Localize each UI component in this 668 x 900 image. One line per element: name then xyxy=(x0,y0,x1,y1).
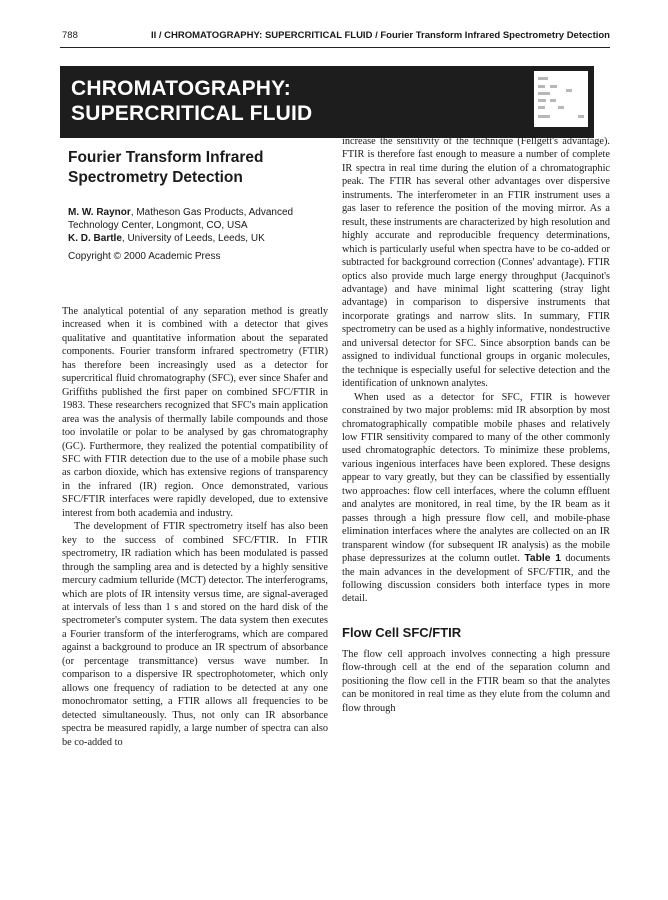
banner-title-line2: SUPERCRITICAL FLUID xyxy=(71,102,313,125)
author-list xyxy=(68,206,330,245)
paragraph xyxy=(342,391,610,606)
copyright-line: Copyright © 2000 Academic Press xyxy=(68,251,221,262)
paragraph-text: When used as a detector for SFC, FTIR is however constrained by two major problems: mid IR absorption by most chromatographically compatible mobile phases and relatively low FTIR sensitivity compared to many of the other commonly used chromatographic detectors. To minimize these problems, various ingenious interfaces have been explored. These designs appear to vary greatly, but they can be classified by essentially two approaches: flow cell interfaces, where the column effluent and analytes are monitored, in real time, by the IR beam as it passes through a high pressure flow cell, and mobile-phase elimination interfaces where the analytes are collected on an IR transparent window (for subsequent IR analysis) as the mobile phase depressurizes at the column outlet. xyxy=(342,391,610,565)
author-2-name: K. D. Bartle xyxy=(68,233,122,244)
running-head xyxy=(62,30,610,44)
table-reference: Table 1 xyxy=(524,553,561,565)
author-1-affiliation-b: Technology Center, Longmont, CO, USA xyxy=(68,220,248,231)
running-head-text: II / CHROMATOGRAPHY: SUPERCRITICAL FLUID / Fourier Transform Infrared Spectrometry Detection xyxy=(150,30,610,41)
banner-title-line1: CHROMATOGRAPHY: xyxy=(71,77,291,100)
page-number: 788 xyxy=(62,30,78,41)
paragraph: The development of FTIR spectrometry itself has also been key to the success of combined SFC/FTIR. In FTIR spectrometry, IR radiation which has been modulated is passed through the sampling area and is detected by a highly sensitive mercury cadmium telluride (MCT) detector. The interferograms, which are plots of IR intensity versus time, are signal-averaged at intervals of less than 1 s and stored on the hard disk of the spectrometer's computer system. The data system then executes a Fourier transform of the interferograms, which are compared against a background to produce an IR spectrum of absorbance (or percentage transmittance) versus wave number. In comparison to a dispersive IR spectrophotometer, which only allows one frequency of radiation to be detected at any one monochromator setting, a FTIR allows all frequencies to be detected simultaneously. Thus, not only can IR absorbance spectra be measured rapidly, a large number of spectra can also be co-added to xyxy=(62,521,328,748)
header-rule xyxy=(60,47,610,48)
author-2 xyxy=(68,232,330,245)
author-1 xyxy=(68,206,330,219)
author-1-affiliation-a: , Matheson Gas Products, Advanced xyxy=(130,207,294,218)
paragraph: The flow cell approach involves connecting a high pressure flow-through cell at the end of the separation column and positioning the flow cell in the FTIR beam so that the analytes can be monitored in real time as they elute from the column and flow through xyxy=(342,648,610,714)
article-title xyxy=(68,148,323,188)
paragraph: The analytical potential of any separation method is greatly increased when it is combined with a detector that gives qualitative and quantitative information about the separated components. Fourier transform infrared spectrometry (FTIR) has therefore been increasingly used as a detector for supercritical fluid chromatography (SFC), ever since Shafer and Griffiths published the first paper on combined SFC/FTIR in 1983. These researchers recognized that SFC's main application area was the analysis of thermally labile compounds and those too involatile or polar to be analysed by gas chromatography (GC). Furthermore, they realized the potential compatibility of SFC with FTIR detection due to the use of a mobile phase such as carbon dioxide, which has extensive regions of transparency in the infrared (IR) region. Once demonstrated, various SFC/FTIR interfaces were rapidly developed, due to extensive interest from both academia and industry. xyxy=(62,306,328,519)
right-column xyxy=(342,135,610,715)
article-title-line1: Fourier Transform Infrared xyxy=(68,149,264,166)
banner-title xyxy=(71,76,511,126)
section-heading: Flow Cell SFC/FTIR xyxy=(342,624,462,640)
paragraph: increase the sensitivity of the technique (Fellgett's advantage). FTIR is therefore fast enough to measure a number of complete IR spectra in real time during the elution of a chromatographic peak. The FTIR has several other advantages over dispersive instruments. The interferometer in an FTIR instrument uses a gas laser to reference the position of the moving mirror. As a result, these instruments are characterized by high resolution and highly accurate and reproducible frequency determinations, which is particularly useful when spectra have to be co-added or subtracted for background correction (Connes' advantage). FTIR optics also provide much large energy throughput (Jacquinot's advantage) and have minimal light scattering (stray light advantage) in comparison to dispersive instruments that incorporate gratings and narrow slits. In summary, FTIR spectrometry can be used as a highly informative, nondestructive and universal detector for SFC. Since absorption bands can be assigned to individual functional groups in organic molecules, the technique is especially useful for selective detection and the identification of unknown analytes. xyxy=(342,136,610,390)
left-column xyxy=(62,305,328,749)
author-1-name: M. W. Raynor xyxy=(68,207,131,218)
section-banner xyxy=(60,66,594,138)
chromatogram-icon xyxy=(528,66,594,134)
author-2-affiliation: , University of Leeds, Leeds, UK xyxy=(121,233,265,244)
paragraph-text: documents the main advances in the development of SFC/FTIR, and the following discussion considers both interface types in more detail. xyxy=(342,553,611,605)
article-title-line2: Spectrometry Detection xyxy=(68,169,243,186)
